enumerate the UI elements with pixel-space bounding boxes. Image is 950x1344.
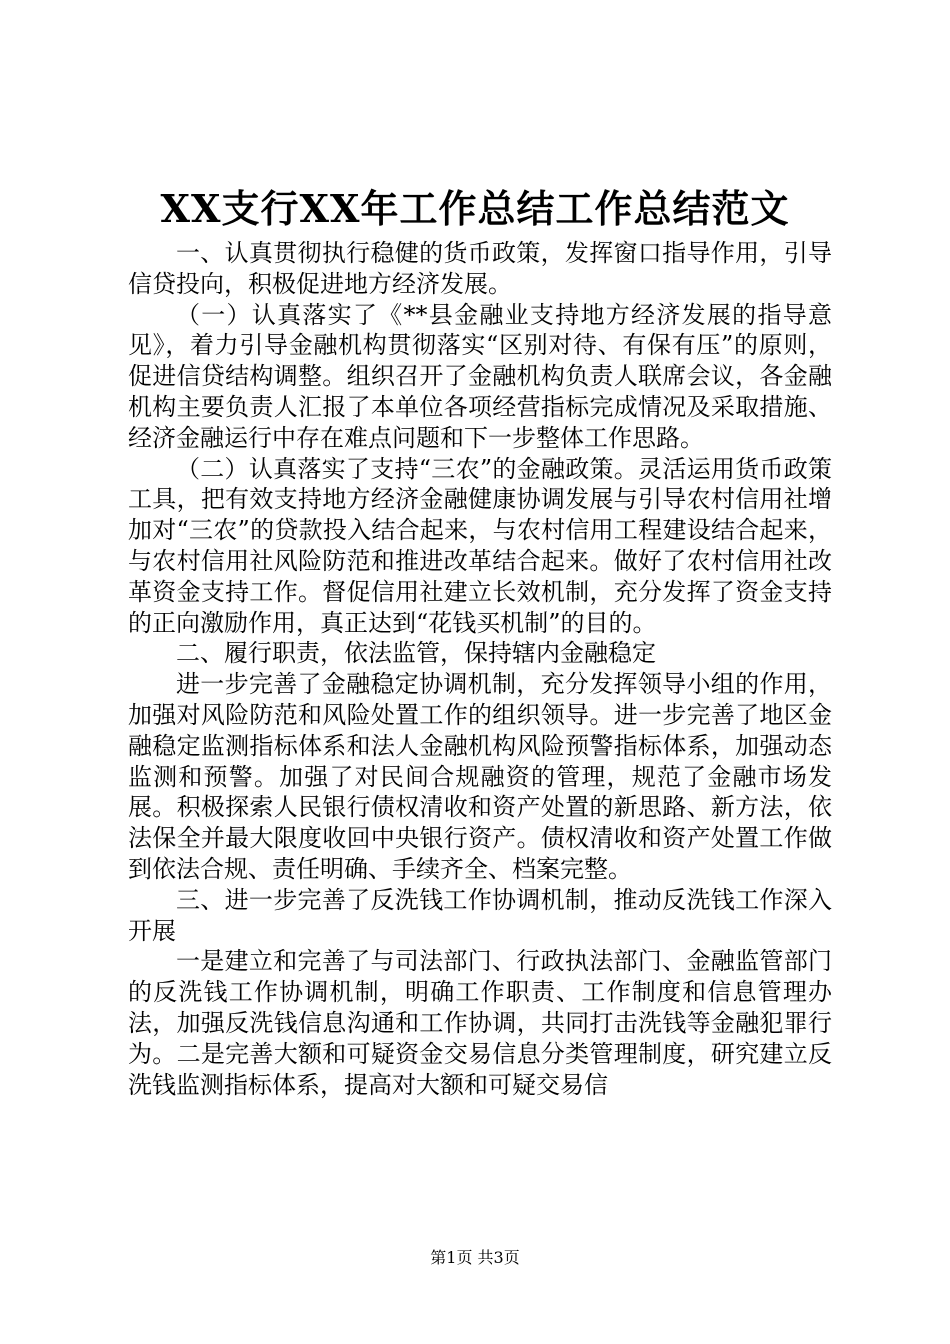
page-number-footer: 第1页 共3页 bbox=[430, 1248, 520, 1267]
document-body bbox=[128, 238, 832, 1100]
paragraph-section-3-body: 一是建立和完善了与司法部门、行政执法部门、金融监管部门的反洗钱工作协调机制，明确工作职责、工作制度和信息管理办法，加强反洗钱信息沟通和工作协调，共同打击洗钱等金融犯罪行为。二是完善大额和可疑资金交易信息分类管理制度，研究建立反洗钱监测指标体系，提高对大额和可疑交易信 bbox=[128, 947, 832, 1099]
paragraph-section-2-heading: 二、履行职责，依法监管，保持辖内金融稳定 bbox=[176, 639, 656, 668]
paragraph-subsection-2: （二）认真落实了支持“三农”的金融政策。灵活运用货币政策工具，把有效支持地方经济金融健康协调发展与引导农村信用社增加对“三农”的贷款投入结合起来，与农村信用工程建设结合起来，与农村信用社风险防范和推进改革结合起来。做好了农村信用社改革资金支持工作。督促信用社建立长效机制，充分发挥了资金支持的正向激励作用，真正达到“花钱买机制”的目的。 bbox=[128, 454, 832, 637]
paragraph-section-3-heading: 三、进一步完善了反洗钱工作协调机制，推动反洗钱工作深入开展 bbox=[128, 885, 832, 945]
paragraph-section-1: 一、认真贯彻执行稳健的货币政策，发挥窗口指导作用，引导信贷投向，积极促进地方经济发展。 bbox=[128, 239, 832, 298]
paragraph-section-2-body: 进一步完善了金融稳定协调机制，充分发挥领导小组的作用，加强对风险防范和风险处置工作的组织领导。进一步完善了地区金融稳定监测指标体系和法人金融机构风险预警指标体系，加强动态监测和预警。加强了对民间合规融资的管理，规范了金融市场发展。积极探索人民银行债权清收和资产处置的新思路、新方法，依法保全并最大限度收回中央银行资产。债权清收和资产处置工作做到依法合规、责任明确、手续齐全、档案完整。 bbox=[128, 670, 832, 883]
document-title: XX支行XX年工作总结工作总结范文 bbox=[160, 186, 790, 231]
paragraph-subsection-1: （一）认真落实了《**县金融业支持地方经济发展的指导意见》，着力引导金融机构贯彻落实“区别对待、有保有压”的原则，促进信贷结构调整。组织召开了金融机构负责人联席会议，各金融机构主要负责人汇报了本单位各项经营指标完成情况及采取措施、经济金融运行中存在难点问题和下一步整体工作思路。 bbox=[128, 300, 832, 452]
